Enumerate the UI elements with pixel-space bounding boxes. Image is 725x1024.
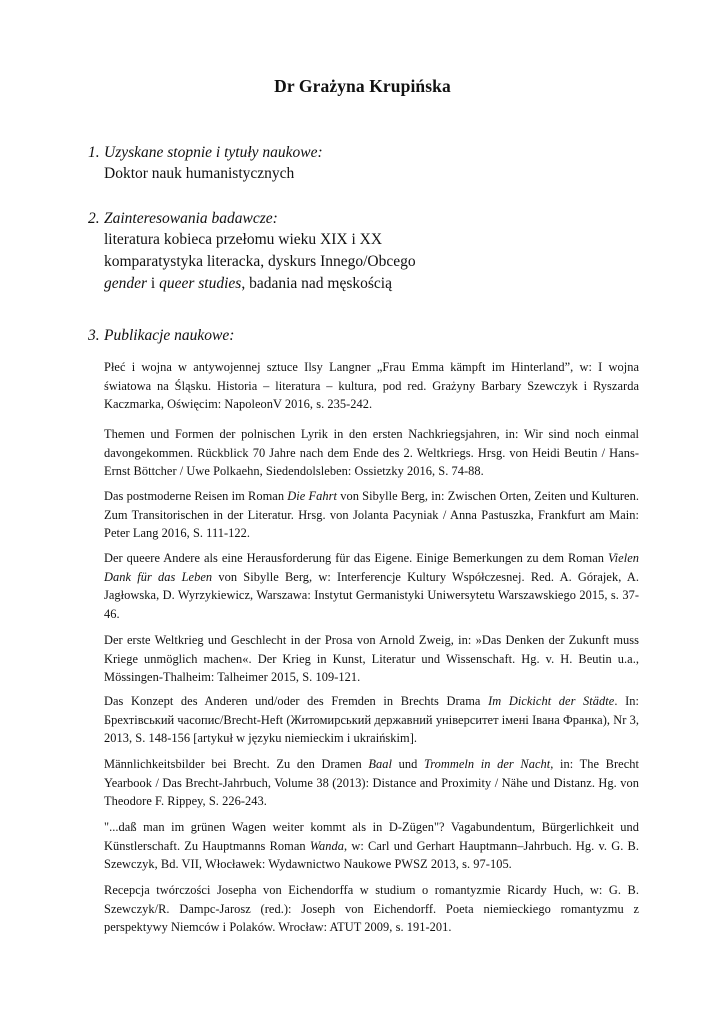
publication-entry — [104, 755, 639, 811]
section-body — [104, 163, 648, 185]
publication-text: Der erste Weltkrieg und Geschlecht in der Prosa von Arnold Zweig, in: »Das Denken der Zukunft muss Kriege unmöglich machen«. Der Krieg in Kunst, Literatur und Wissenschaft. Hg. v. H. Beutin u.a., Mössingen-Thalheim: Talheimer 2015, S. 109-121. — [104, 633, 639, 685]
degree-line: Doktor nauk humanistycznych — [104, 165, 295, 182]
publication-text: Płeć i wojna w antywojennej sztuce Ilsy Langner „Frau Emma kämpft im Hinterland”, w: I wojna światowa na Śląsku. Historia – literatura – kultura, pod red. Grażyny Barbary Szewczyk i Ryszarda Kaczmarka, Oświęcim: NapoleonV 2016, s. 235-242. — [104, 360, 639, 412]
publication-text: "...daß man im grünen Wagen weiter kommt als in D-Zügen"? Vagabundentum, Bürgerlichkeit und Künstlerschaft. Zu Hauptmanns Roman — [104, 820, 639, 853]
publication-entry — [104, 818, 639, 874]
interest-line — [104, 273, 648, 295]
page-title: Dr Grażyna Krupińska — [274, 76, 451, 96]
publication-entry — [104, 425, 639, 481]
section-body — [104, 229, 648, 295]
interest-text: i — [147, 275, 160, 292]
section-heading-text: Zainteresowania badawcze: — [104, 210, 278, 227]
publication-text: von Sibylle Berg, w: Interferencje Kultury Współczesnej. Red. A. Górajek, A. Jagłowska, D. Wyrzykiewicz, Warszawa: Instytut Germanistyki Uniwersytetu Warszawskiego 2015, s. 37-46. — [104, 569, 640, 622]
publication-text: , w: Carl und Gerhart Hauptmann–Jahrbuch. Hg. v. G. B. Szewczyk, Bd. VII, Włocławek: Wydawnictwo Naukowe PWSZ 2013, s. 97-105. — [104, 838, 639, 872]
publication-text: Der queere Andere als eine Herausforderung für das Eigene. Einige Bemerkungen zu dem Roman — [104, 551, 608, 565]
publication-entry — [104, 881, 639, 937]
publication-entry — [104, 358, 639, 414]
interest-line: komparatystyka literacka, dyskurs Innego/Obcego — [104, 253, 416, 270]
section-number: 1. — [88, 144, 100, 161]
publication-title-italic: Baal — [368, 757, 392, 771]
publication-text: von Sibylle Berg, in: Zwischen Orten, Zeiten und Kulturen. Zum Transitorischen in der Literatur. Hrsg. von Jolanta Pacyniak / Anna Pastuszka, Frankfurt am Main: Peter Lang 2016, S. 111-122. — [104, 489, 639, 541]
publication-text: Themen und Formen der polnischen Lyrik in den ersten Nachkriegsjahren, in: Wir sind noch einmal davongekommen. Rückblick 70 Jahre nach dem Ende des 2. Weltkriegs. Hrsg. von Heidi Beutin / Hans-Ernst Böttcher / Uwe Polkaehn, Siedendolsleben: Ossietzky 2016, S. 74-88. — [104, 427, 639, 479]
publication-entry — [104, 692, 639, 748]
section-heading — [88, 210, 648, 228]
publication-text: . In: Брехтівський часопис/Brecht-Heft (Житомирський державний університет імені Івана Франка), Nr 3, 2013, S. 148-156 [artykuł w języku niemieckim i ukraińskim]. — [104, 694, 639, 746]
publication-text: Das Konzept des Anderen und/oder des Fremden in Brechts Drama — [104, 694, 489, 708]
interest-text: , badania nad męskością — [241, 275, 392, 292]
publication-entry — [104, 631, 639, 687]
section-number: 2. — [88, 210, 100, 227]
publication-entry — [104, 549, 639, 624]
interest-italic: queer studies — [159, 275, 242, 292]
section-number: 3. — [88, 327, 100, 344]
section-heading — [88, 327, 648, 345]
section-interests — [88, 210, 648, 295]
publication-text: Das postmoderne Reisen im Roman — [104, 489, 288, 503]
publication-entry — [104, 487, 639, 543]
publication-text: und — [391, 757, 424, 771]
interest-italic: gender — [104, 275, 148, 292]
publication-title-italic: Trommeln in der Nacht — [423, 757, 551, 771]
interest-line: literatura kobieca przełomu wieku XIX i XX — [104, 231, 383, 248]
publication-title-italic: Wanda — [309, 838, 345, 853]
section-heading — [88, 144, 648, 162]
publication-text: , in: The Brecht Yearbook / Das Brecht-Jahrbuch, Volume 38 (2013): Distance and Proximity / Nähe und Distanz. Hg. von Theodore F. Rippey, S. 226-243. — [104, 757, 640, 809]
publication-text: Männlichkeitsbilder bei Brecht. Zu den Dramen — [104, 757, 369, 771]
section-heading-text: Uzyskane stopnie i tytuły naukowe: — [104, 144, 323, 161]
publication-title-italic: Im Dickicht der Städte — [488, 694, 615, 708]
section-degrees — [88, 144, 648, 185]
section-publications — [88, 327, 648, 345]
publication-text: Recepcja twórczości Josepha von Eichendorffa w studium o romantyzmie Ricardy Huch, w: G. B. Szewczyk/R. Dampc-Jarosz (red.): Joseph von Eichendorff. Poeta niemieckiego romantyzmu z perspektywy Niemców i Polaków. Wrocław: ATUT 2009, s. 191-201. — [104, 883, 639, 935]
section-heading-text: Publikacje naukowe: — [104, 327, 235, 344]
publication-title-italic: Die Fahrt — [287, 489, 338, 503]
publication-title-italic: Vielen Dank für das Leben — [104, 551, 639, 584]
